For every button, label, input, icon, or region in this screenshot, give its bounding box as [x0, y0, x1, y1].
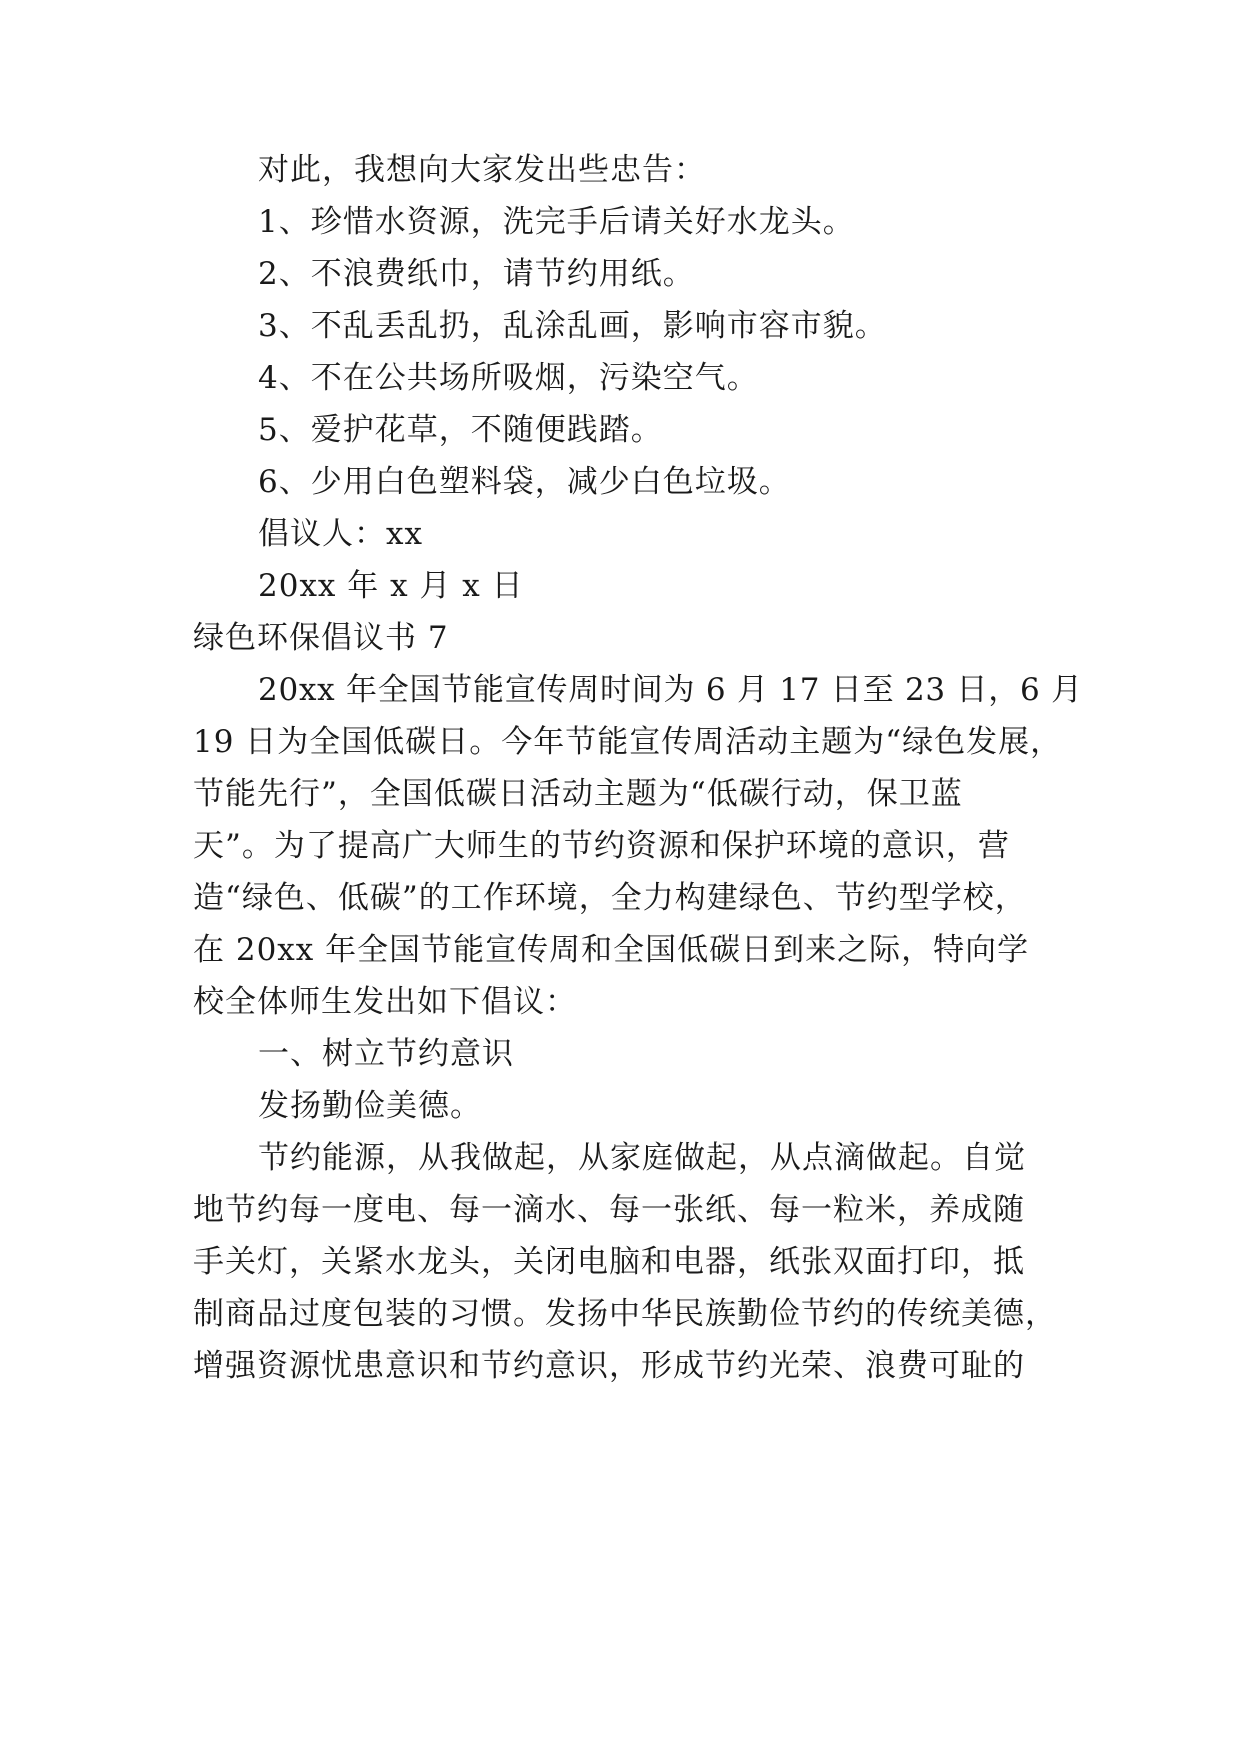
para1-line-5: 造“绿色、低碳”的工作环境，全力构建绿色、节约型学校， — [193, 880, 1027, 916]
advice-item-4: 4、不在公共场所吸烟，污染空气。 — [258, 360, 759, 396]
heading-1: 一、树立节约意识 — [258, 1036, 514, 1072]
para2-line-4: 制商品过度包装的习惯。发扬中华民族勤俭节约的传统美德， — [193, 1296, 1057, 1332]
advice-item-3: 3、不乱丢乱扔，乱涂乱画，影响市容市貌。 — [258, 308, 887, 344]
para2-line-2: 地节约每一度电、每一滴水、每一张纸、每一粒米，养成随 — [193, 1192, 1025, 1228]
para2-line-5: 增强资源忧患意识和节约意识，形成节约光荣、浪费可耻的 — [193, 1348, 1025, 1384]
para1-line-7: 校全体师生发出如下倡议： — [193, 984, 577, 1020]
advice-item-6: 6、少用白色塑料袋，减少白色垃圾。 — [258, 464, 791, 500]
proposer-line: 倡议人：xx — [258, 516, 423, 552]
para1-line-2: 19 日为全国低碳日。今年节能宣传周活动主题为“绿色发展， — [193, 724, 1063, 760]
para1-line-1: 20xx 年全国节能宣传周时间为 6 月 17 日至 23 日，6 月 — [258, 672, 1083, 708]
para1-line-4: 天”。为了提高广大师生的节约资源和保护环境的意识，营 — [193, 828, 1010, 864]
para2-line-3: 手关灯，关紧水龙头，关闭电脑和电器，纸张双面打印，抵 — [193, 1244, 1025, 1280]
intro-line: 对此，我想向大家发出些忠告： — [258, 152, 706, 188]
advice-item-5: 5、爱护花草，不随便践踏。 — [258, 412, 663, 448]
section-title: 绿色环保倡议书 7 — [193, 620, 449, 656]
subheading-1: 发扬勤俭美德。 — [258, 1088, 482, 1124]
advice-item-2: 2、不浪费纸巾，请节约用纸。 — [258, 256, 695, 292]
para2-line-1: 节约能源，从我做起，从家庭做起，从点滴做起。自觉 — [258, 1140, 1026, 1176]
para1-line-6: 在 20xx 年全国节能宣传周和全国低碳日到来之际，特向学 — [193, 932, 1030, 968]
advice-item-1: 1、珍惜水资源，洗完手后请关好水龙头。 — [258, 204, 855, 240]
para1-line-3: 节能先行”，全国低碳日活动主题为“低碳行动，保卫蓝 — [193, 776, 963, 812]
date-line: 20xx 年 x 月 x 日 — [258, 568, 524, 604]
